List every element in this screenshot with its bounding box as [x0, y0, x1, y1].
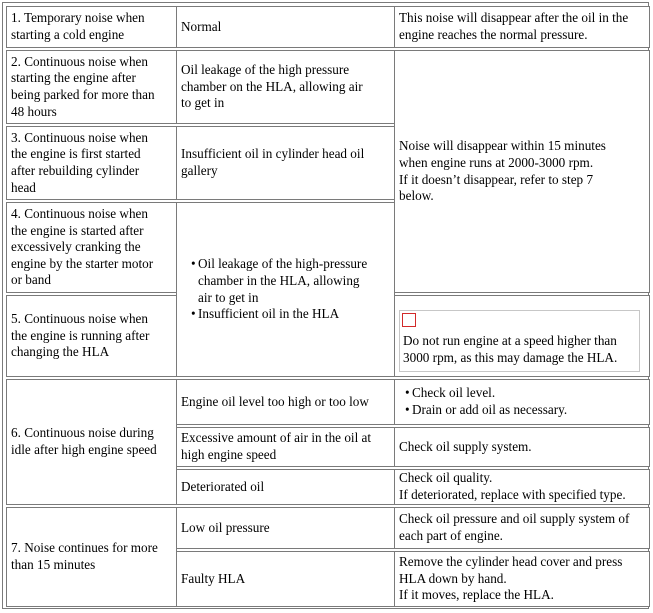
symptom-4: 4. Continuous noise when the engine is started after excessively cranking the engine by the starter motor or band [11, 206, 154, 288]
table-cell-cause [176, 507, 395, 549]
symptom-5: 5. Continuous noise when the engine is running after changing the HLA [11, 311, 150, 360]
cause-1: Normal [181, 18, 222, 34]
remedy-7a: Check oil pressure and oil supply system of each part of engine. [399, 511, 630, 543]
cause-7b: Faulty HLA [181, 570, 246, 586]
table-cell-cause [176, 427, 395, 467]
caution-text: Do not run engine at a speed higher than 3000 rpm, as this may damage the HLA. [403, 333, 618, 365]
table-cell-remedy [394, 379, 650, 425]
table-cell-cause [176, 379, 395, 425]
remedy-6b: Check oil supply system. [399, 438, 532, 454]
cause-6c: Deteriorated oil [181, 478, 265, 494]
symptom-7: 7. Noise continues for more than 15 minutes [11, 540, 158, 572]
symptom-2: 2. Continuous noise when starting the engine after being parked for more than 48 hours [11, 53, 155, 119]
caution-box [399, 310, 640, 372]
cause-3: Insufficient oil in cylinder head oil gallery [181, 146, 365, 178]
table-cell-remedy [394, 469, 650, 505]
table-cell-cause [176, 126, 395, 200]
list-item: • Check oil level. [405, 385, 645, 402]
symptom-1: 1. Temporary noise when starting a cold engine [11, 10, 145, 42]
cause-7a: Low oil pressure [181, 519, 270, 535]
table-cell-shared-remedy [394, 50, 650, 293]
shared-remedy: Noise will disappear within 15 minutes when engine runs at 2000-3000 rpm. If it doesn’t disappear, refer to step 7 below. [399, 138, 606, 204]
table-cell-cause [176, 469, 395, 505]
table-cell-symptom [6, 126, 177, 200]
cause-6a: Engine oil level too high or too low [181, 393, 369, 409]
symptom-6: 6. Continuous noise during idle after high engine speed [11, 425, 157, 457]
table-cell-symptom [6, 379, 177, 505]
list-item: • Insufficient oil in the HLA [191, 306, 390, 323]
table-cell-remedy [394, 507, 650, 549]
caution-icon [402, 313, 416, 327]
shared-cause-list [191, 256, 390, 322]
table-cell-symptom [6, 295, 177, 377]
cause-2: Oil leakage of the high pressure chamber on the HLA, allowing air to get in [181, 62, 363, 111]
table-cell-symptom [6, 202, 177, 293]
cause-6b: Excessive amount of air in the oil at high engine speed [181, 430, 372, 462]
table-cell-remedy [394, 427, 650, 467]
table-cell-cause [176, 551, 395, 607]
remedy-1: This noise will disappear after the oil in the engine reaches the normal pressure. [399, 10, 629, 42]
list-item: • Oil leakage of the high-pressure chamber in the HLA, allowing air to get in [191, 256, 390, 306]
remedy-6c: Check oil quality. If deteriorated, replace with specified type. [399, 470, 626, 502]
symptom-3: 3. Continuous noise when the engine is first started after rebuilding cylinder head [11, 129, 149, 195]
table-cell-shared-cause [176, 202, 395, 377]
table-cell-caution [394, 295, 650, 377]
diagnosis-table [2, 2, 649, 609]
table-cell-remedy [394, 551, 650, 607]
table-cell-symptom [6, 507, 177, 607]
table-cell-symptom [6, 50, 177, 124]
table-cell-cause [176, 50, 395, 124]
remedy-6a-list [405, 385, 645, 418]
remedy-7b: Remove the cylinder head cover and press HLA down by hand. If it moves, replace the HLA. [399, 554, 623, 603]
table-cell-cause [176, 6, 395, 48]
list-item: • Drain or add oil as necessary. [405, 402, 645, 419]
table-cell-symptom [6, 6, 177, 48]
table-cell-remedy [394, 6, 650, 48]
